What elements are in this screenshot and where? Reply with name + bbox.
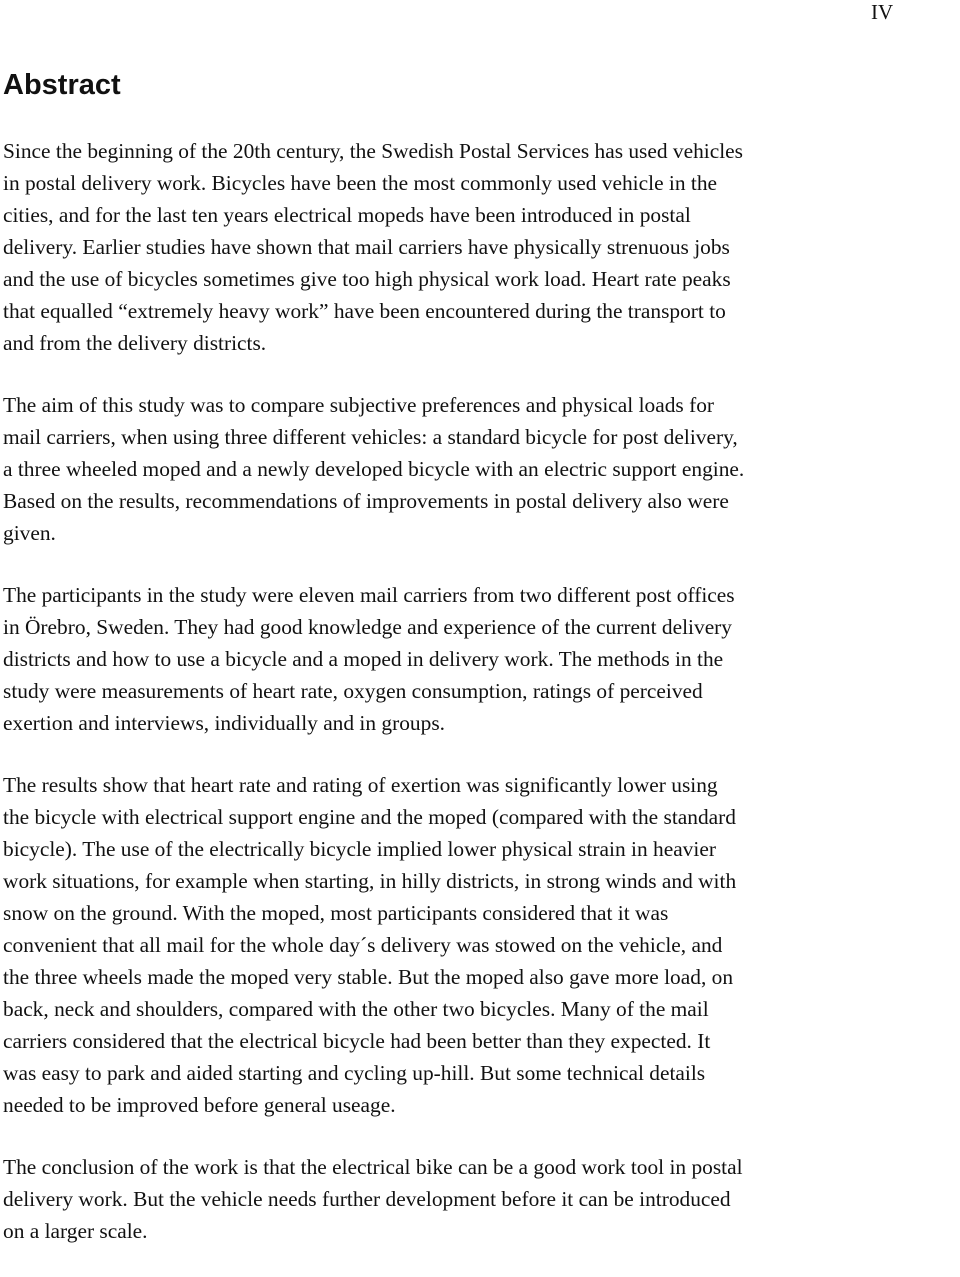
text-line: the bicycle with electrical support engine and the moped (compared with the standard [3, 805, 736, 829]
text-line: that equalled “extremely heavy work” have been encountered during the transport to [3, 299, 726, 323]
text-line: districts and how to use a bicycle and a moped in delivery work. The methods in the [3, 647, 724, 671]
text-line: Since the beginning of the 20th century, the Swedish Postal Services has used vehicles [3, 139, 744, 163]
paragraph-participants [3, 579, 960, 739]
text-line: and the use of bicycles sometimes give too high physical work load. Heart rate peaks [3, 267, 731, 291]
text-line: in Örebro, Sweden. They had good knowledge and experience of the current delivery [3, 615, 733, 639]
text-line: the three wheels made the moped very stable. But the moped also gave more load, on [3, 965, 734, 989]
text-line: The results show that heart rate and rating of exertion was significantly lower using [3, 773, 718, 797]
text-line: mail carriers, when using three different vehicles: a standard bicycle for post delivery, [3, 425, 738, 449]
text-line: The participants in the study were eleven mail carriers from two different post offices [3, 583, 735, 607]
text-line: a three wheeled moped and a newly developed bicycle with an electric support engine. [3, 457, 745, 481]
paragraph-intro [3, 135, 960, 359]
text-line: work situations, for example when starting, in hilly districts, in strong winds and with [3, 869, 737, 893]
text-line: The conclusion of the work is that the electrical bike can be a good work tool in postal [3, 1155, 743, 1179]
text-line: study were measurements of heart rate, oxygen consumption, ratings of perceived [3, 679, 703, 703]
paragraph-aim [3, 389, 960, 549]
text-line: delivery. Earlier studies have shown that mail carriers have physically strenuous jobs [3, 235, 730, 259]
abstract-body [3, 135, 960, 1277]
text-line: Based on the results, recommendations of improvements in postal delivery also were [3, 489, 729, 513]
text-line: bicycle). The use of the electrically bicycle implied lower physical strain in heavier [3, 837, 716, 861]
text-line: The aim of this study was to compare subjective preferences and physical loads for [3, 393, 715, 417]
text-line: back, neck and shoulders, compared with the other two bicycles. Many of the mail [3, 997, 709, 1021]
page-title: Abstract [3, 69, 121, 101]
text-line: delivery work. But the vehicle needs further development before it can be introduced [3, 1187, 731, 1211]
page-number: IV [871, 0, 894, 24]
text-line: cities, and for the last ten years electrical mopeds have been introduced in postal [3, 203, 691, 227]
text-line: snow on the ground. With the moped, most participants considered that it was [3, 901, 669, 925]
text-line: convenient that all mail for the whole day´s delivery was stowed on the vehicle, and [3, 933, 723, 957]
text-line: was easy to park and aided starting and cycling up-hill. But some technical details [3, 1061, 706, 1085]
paragraph-results [3, 769, 960, 1121]
text-line: and from the delivery districts. [3, 331, 267, 355]
text-line: carriers considered that the electrical bicycle had been better than they expected. It [3, 1029, 711, 1053]
text-line: exertion and interviews, individually and in groups. [3, 711, 445, 735]
text-line: in postal delivery work. Bicycles have been the most commonly used vehicle in the [3, 171, 718, 195]
text-line: on a larger scale. [3, 1219, 148, 1243]
text-line: given. [3, 521, 56, 545]
text-line: needed to be improved before general useage. [3, 1093, 396, 1117]
paragraph-conclusion [3, 1151, 960, 1247]
